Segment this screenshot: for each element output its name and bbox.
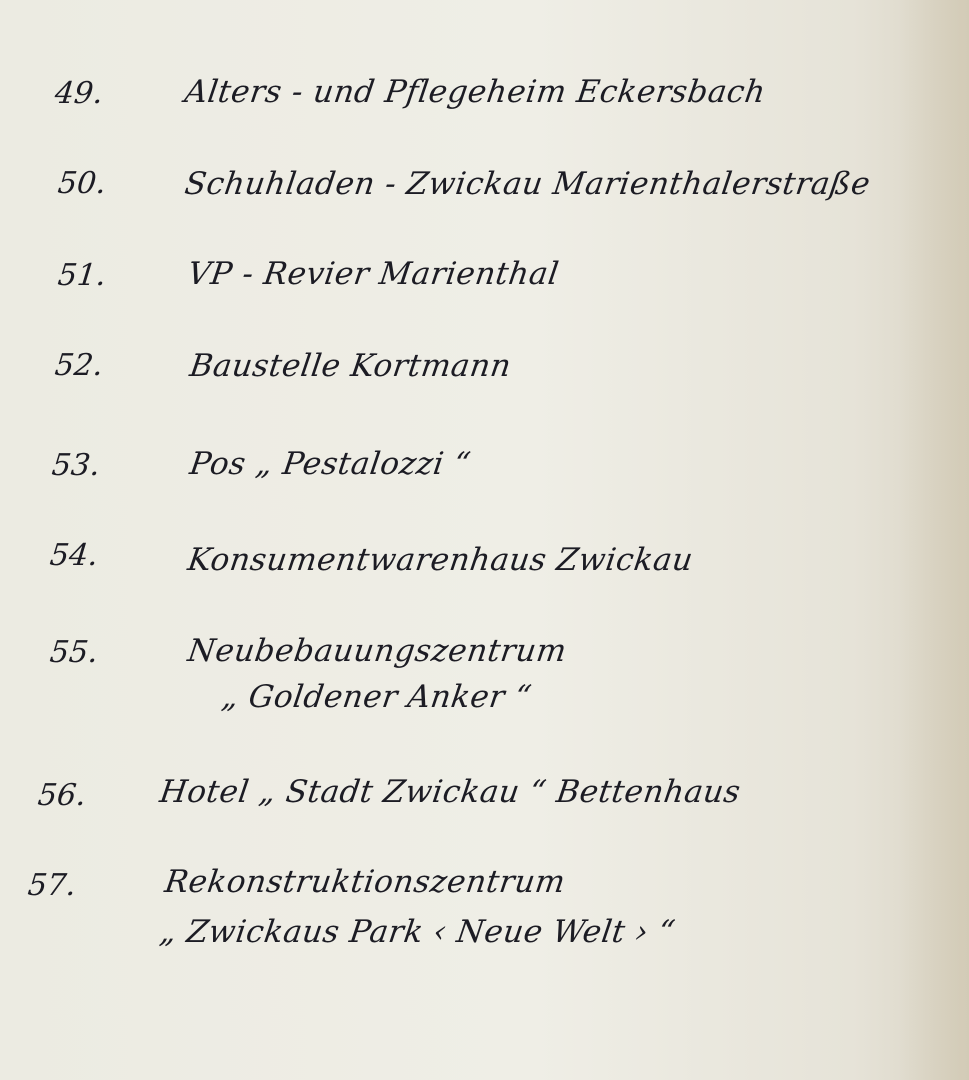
item-number: 49. <box>53 76 105 111</box>
item-text: Hotel „ Stadt Zwickau “ Bettenhaus <box>157 774 743 810</box>
item-number: 55. <box>48 635 100 670</box>
item-text-line2: „ Zwickaus Park ‹ Neue Welt › “ <box>157 914 678 950</box>
item-text: Konsumentwarenhaus Zwickau <box>185 542 696 578</box>
item-number: 53. <box>50 448 102 483</box>
item-text: Neubebauungszentrum <box>185 633 569 669</box>
item-text: Alters - und Pflegeheim Eckersbach <box>182 74 768 110</box>
item-text-line2: „ Goldener Anker “ <box>219 679 534 715</box>
item-number: 52. <box>53 348 105 383</box>
item-number: 57. <box>26 868 78 903</box>
item-number: 54. <box>48 538 100 573</box>
item-number: 50. <box>56 166 108 201</box>
item-number: 56. <box>36 778 88 813</box>
item-text: Baustelle Kortmann <box>187 348 514 384</box>
item-number: 51. <box>56 258 108 293</box>
item-text: Rekonstruktionszentrum <box>162 864 568 900</box>
item-text: Pos „ Pestalozzi “ <box>187 446 473 482</box>
item-text: VP - Revier Marienthal <box>185 256 562 292</box>
item-text: Schuhladen - Zwickau Marienthalerstraße <box>182 166 873 202</box>
